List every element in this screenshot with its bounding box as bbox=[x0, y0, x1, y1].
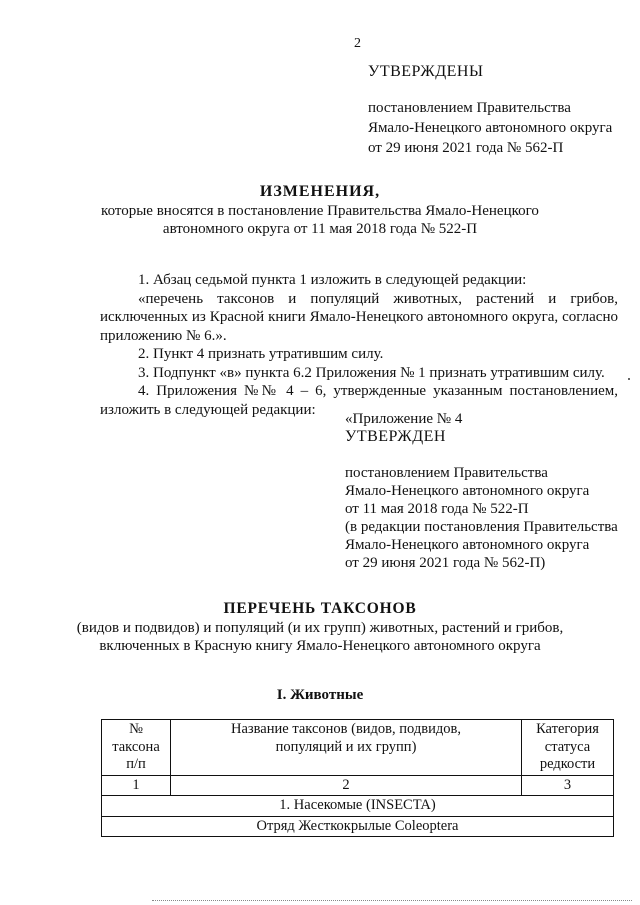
header-text: № bbox=[129, 721, 143, 737]
approval-line: от 29 июня 2021 года № 562-П bbox=[368, 140, 564, 156]
amendment-item: 4. Приложения №№ 4 – 6, утвержденные указанным постановлением, изложить в следующей редакции: bbox=[100, 383, 618, 418]
approval-title: УТВЕРЖДЕНЫ bbox=[368, 63, 484, 80]
amendment-item: «перечень таксонов и популяций животных, растений и грибов, исключенных из Красной книги Ямало-Ненецкого автономного округа, согласно приложению № 6.». bbox=[100, 290, 618, 344]
header-text: статуса bbox=[544, 738, 591, 755]
table-row bbox=[102, 796, 614, 817]
appendix-line: Ямало-Ненецкого автономного округа bbox=[345, 537, 590, 553]
list-subtitle-line: (видов и подвидов) и популяций (и их групп) животных, растений и грибов, bbox=[76, 620, 564, 636]
changes-subtitle bbox=[0, 202, 640, 238]
page-number: 2 bbox=[354, 36, 361, 51]
header-text: редкости bbox=[539, 756, 596, 772]
amendment-items bbox=[100, 271, 618, 419]
appendix-label: «Приложение № 4 bbox=[345, 411, 463, 427]
table-header-row bbox=[102, 720, 614, 776]
changes-subtitle-line: которые вносятся в постановление Правительства Ямало-Ненецкого bbox=[101, 203, 539, 219]
list-title: ПЕРЕЧЕНЬ ТАКСОНОВ bbox=[223, 600, 417, 617]
header-text: п/п bbox=[126, 756, 146, 772]
amendment-item: 3. Подпункт «в» пункта 6.2 Приложения № 1 признать утратившим силу. bbox=[138, 364, 605, 381]
scan-artifact-line bbox=[152, 900, 632, 901]
order-row: Отряд Жесткокрылые Coleoptera bbox=[102, 816, 614, 837]
approval-line: постановлением Правительства bbox=[368, 100, 571, 116]
changes-subtitle-line: автономного округа от 11 мая 2018 года № 522-П bbox=[162, 221, 478, 237]
appendix-line: Ямало-Ненецкого автономного округа bbox=[345, 483, 590, 499]
header-text: таксона bbox=[112, 738, 160, 755]
appendix-approved: УТВЕРЖДЕН bbox=[345, 428, 446, 445]
column-number-row bbox=[102, 775, 614, 796]
header-text: Название таксонов (видов, подвидов, bbox=[231, 721, 461, 737]
column-number: 2 bbox=[171, 775, 522, 796]
column-number: 3 bbox=[522, 775, 614, 796]
appendix-line: от 29 июня 2021 года № 562-П) bbox=[345, 555, 546, 571]
class-row: 1. Насекомые (INSECTA) bbox=[102, 796, 614, 817]
approval-block bbox=[368, 62, 612, 158]
approval-line: Ямало-Ненецкого автономного округа bbox=[368, 120, 613, 136]
taxa-table bbox=[101, 719, 614, 837]
header-category bbox=[522, 720, 614, 776]
list-subtitle bbox=[0, 619, 640, 655]
list-subtitle-line: включенных в Красную книгу Ямало-Ненецкого автономного округа bbox=[99, 638, 541, 654]
column-number: 1 bbox=[102, 775, 171, 796]
header-name bbox=[171, 720, 522, 776]
scan-artifact-dot bbox=[628, 378, 630, 380]
appendix-line: постановлением Правительства bbox=[345, 465, 548, 481]
section-title: I. Животные bbox=[276, 687, 364, 703]
amendment-item: 2. Пункт 4 признать утратившим силу. bbox=[138, 346, 384, 362]
appendix-line: (в редакции постановления Правительства bbox=[345, 519, 618, 535]
header-text: Категория bbox=[536, 721, 599, 737]
header-num bbox=[102, 720, 171, 776]
table-row bbox=[102, 816, 614, 837]
changes-title: ИЗМЕНЕНИЯ, bbox=[259, 183, 381, 200]
amendment-item: 1. Абзац седьмой пункта 1 изложить в следующей редакции: bbox=[138, 272, 527, 288]
header-text: популяций и их групп) bbox=[275, 738, 417, 755]
appendix-approval-block bbox=[345, 410, 618, 572]
appendix-line: от 11 мая 2018 года № 522-П bbox=[345, 501, 529, 517]
